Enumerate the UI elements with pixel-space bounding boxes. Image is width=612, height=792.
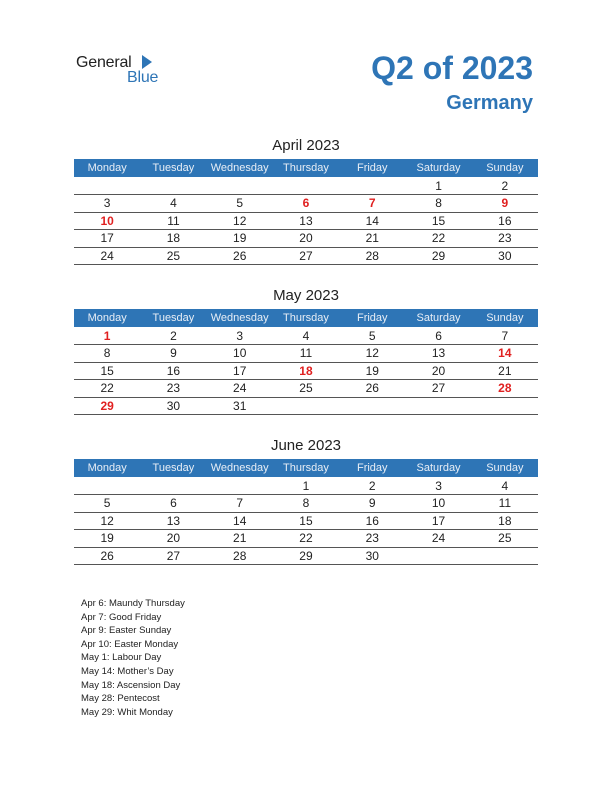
weekday-header: Saturday xyxy=(405,459,471,477)
empty-day-cell xyxy=(74,477,140,495)
day-cell: 20 xyxy=(273,230,339,248)
day-cell: 30 xyxy=(140,397,206,415)
day-cell: 27 xyxy=(405,380,471,398)
day-cell: 15 xyxy=(405,212,471,230)
empty-day-cell xyxy=(405,397,471,415)
day-cell: 10 xyxy=(207,345,273,363)
empty-day-cell xyxy=(207,477,273,495)
calendar-grid xyxy=(74,459,538,565)
day-cell: 8 xyxy=(273,495,339,513)
day-cell: 20 xyxy=(140,530,206,548)
weekday-header-row xyxy=(74,459,538,477)
day-cell: 16 xyxy=(339,512,405,530)
month-title: May 2023 xyxy=(273,287,339,304)
week-row xyxy=(74,477,538,495)
day-cell: 20 xyxy=(405,362,471,380)
empty-day-cell xyxy=(273,397,339,415)
day-cell: 12 xyxy=(74,512,140,530)
brand-logo xyxy=(76,54,176,88)
week-row xyxy=(74,495,538,513)
day-cell: 18 xyxy=(140,230,206,248)
day-cell: 25 xyxy=(273,380,339,398)
weekday-header-row xyxy=(74,159,538,177)
holiday-note: Apr 6: Maundy Thursday xyxy=(81,598,185,609)
day-cell: 9 xyxy=(472,195,538,213)
weekday-header: Sunday xyxy=(472,159,538,177)
holiday-note: Apr 9: Easter Sunday xyxy=(81,625,172,637)
day-cell: 27 xyxy=(273,247,339,265)
calendar-grid xyxy=(74,309,538,415)
day-cell: 8 xyxy=(405,195,471,213)
day-cell: 12 xyxy=(207,212,273,230)
day-cell: 14 xyxy=(207,512,273,530)
day-cell: 2 xyxy=(472,177,538,195)
day-cell: 9 xyxy=(140,345,206,363)
empty-day-cell xyxy=(140,477,206,495)
day-cell: 18 xyxy=(472,512,538,530)
day-cell: 5 xyxy=(207,195,273,213)
empty-day-cell xyxy=(472,397,538,415)
week-row xyxy=(74,547,538,565)
weekday-header: Friday xyxy=(339,459,405,477)
day-cell: 19 xyxy=(74,530,140,548)
week-row xyxy=(74,247,538,265)
day-cell: 15 xyxy=(74,362,140,380)
day-cell: 1 xyxy=(405,177,471,195)
empty-day-cell xyxy=(74,177,140,195)
day-cell: 24 xyxy=(74,247,140,265)
day-cell: 19 xyxy=(339,362,405,380)
weekday-header: Friday xyxy=(339,309,405,327)
weekday-header: Saturday xyxy=(405,309,471,327)
day-cell: 26 xyxy=(207,247,273,265)
weekday-header: Saturday xyxy=(405,159,471,177)
week-row xyxy=(74,212,538,230)
weekday-header: Friday xyxy=(339,159,405,177)
week-row xyxy=(74,230,538,248)
day-cell: 3 xyxy=(207,327,273,345)
day-cell: 25 xyxy=(140,247,206,265)
weekday-header: Sunday xyxy=(472,459,538,477)
day-cell: 19 xyxy=(207,230,273,248)
day-cell: 7 xyxy=(207,495,273,513)
logo-flag-icon xyxy=(142,55,152,69)
day-cell: 10 xyxy=(74,212,140,230)
day-cell: 21 xyxy=(207,530,273,548)
day-cell: 28 xyxy=(472,380,538,398)
week-row xyxy=(74,177,538,195)
weekday-header: Monday xyxy=(74,309,140,327)
week-row xyxy=(74,195,538,213)
day-cell: 2 xyxy=(140,327,206,345)
day-cell: 3 xyxy=(405,477,471,495)
day-cell: 29 xyxy=(405,247,471,265)
week-row xyxy=(74,397,538,415)
holiday-note: Apr 10: Easter Monday xyxy=(81,638,179,650)
page-title: Q2 of 2023 xyxy=(371,50,533,86)
empty-day-cell xyxy=(405,547,471,565)
empty-day-cell xyxy=(339,177,405,195)
month-title: June 2023 xyxy=(270,437,342,454)
day-cell: 25 xyxy=(472,530,538,548)
day-cell: 31 xyxy=(207,397,273,415)
day-cell: 2 xyxy=(339,477,405,495)
weekday-header: Thursday xyxy=(273,159,339,177)
day-cell: 21 xyxy=(339,230,405,248)
day-cell: 18 xyxy=(273,362,339,380)
day-cell: 24 xyxy=(207,380,273,398)
day-cell: 4 xyxy=(273,327,339,345)
day-cell: 10 xyxy=(405,495,471,513)
holiday-note: May 18: Ascension Day xyxy=(81,679,181,691)
day-cell: 21 xyxy=(472,362,538,380)
week-row xyxy=(74,362,538,380)
month-april xyxy=(74,137,538,265)
day-cell: 13 xyxy=(273,212,339,230)
day-cell: 11 xyxy=(472,495,538,513)
day-cell: 24 xyxy=(405,530,471,548)
day-cell: 17 xyxy=(74,230,140,248)
day-cell: 28 xyxy=(339,247,405,265)
day-cell: 14 xyxy=(472,345,538,363)
empty-day-cell xyxy=(140,177,206,195)
day-cell: 29 xyxy=(74,397,140,415)
day-cell: 5 xyxy=(74,495,140,513)
month-may xyxy=(74,287,538,415)
logo-text-blue: Blue xyxy=(127,69,159,86)
day-cell: 27 xyxy=(140,547,206,565)
holiday-note: May 29: Whit Monday xyxy=(81,706,173,718)
weekday-header: Tuesday xyxy=(140,459,206,477)
weekday-header: Monday xyxy=(74,459,140,477)
calendar-grid xyxy=(74,159,538,265)
day-cell: 23 xyxy=(472,230,538,248)
day-cell: 4 xyxy=(472,477,538,495)
day-cell: 29 xyxy=(273,547,339,565)
holiday-note: May 14: Mother’s Day xyxy=(81,665,174,677)
day-cell: 1 xyxy=(74,327,140,345)
weekday-header: Thursday xyxy=(273,309,339,327)
weekday-header: Tuesday xyxy=(140,159,206,177)
day-cell: 13 xyxy=(405,345,471,363)
day-cell: 7 xyxy=(472,327,538,345)
weekday-header: Sunday xyxy=(472,309,538,327)
day-cell: 14 xyxy=(339,212,405,230)
day-cell: 15 xyxy=(273,512,339,530)
weekday-header: Wednesday xyxy=(207,309,273,327)
week-row xyxy=(74,327,538,345)
holiday-note: May 28: Pentecost xyxy=(81,693,160,705)
holiday-note: Apr 7: Good Friday xyxy=(81,611,162,623)
day-cell: 17 xyxy=(405,512,471,530)
day-cell: 7 xyxy=(339,195,405,213)
day-cell: 23 xyxy=(339,530,405,548)
empty-day-cell xyxy=(207,177,273,195)
day-cell: 22 xyxy=(74,380,140,398)
day-cell: 23 xyxy=(140,380,206,398)
day-cell: 22 xyxy=(405,230,471,248)
day-cell: 16 xyxy=(472,212,538,230)
week-row xyxy=(74,345,538,363)
weekday-header: Monday xyxy=(74,159,140,177)
day-cell: 12 xyxy=(339,345,405,363)
day-cell: 30 xyxy=(339,547,405,565)
day-cell: 1 xyxy=(273,477,339,495)
empty-day-cell xyxy=(339,397,405,415)
week-row xyxy=(74,530,538,548)
weekday-header-row xyxy=(74,309,538,327)
weekday-header: Wednesday xyxy=(207,459,273,477)
day-cell: 5 xyxy=(339,327,405,345)
day-cell: 6 xyxy=(273,195,339,213)
holiday-note: May 1: Labour Day xyxy=(81,652,162,664)
day-cell: 17 xyxy=(207,362,273,380)
weekday-header: Thursday xyxy=(273,459,339,477)
day-cell: 26 xyxy=(339,380,405,398)
holiday-list xyxy=(81,597,185,719)
day-cell: 11 xyxy=(273,345,339,363)
day-cell: 3 xyxy=(74,195,140,213)
day-cell: 9 xyxy=(339,495,405,513)
day-cell: 30 xyxy=(472,247,538,265)
empty-day-cell xyxy=(273,177,339,195)
day-cell: 28 xyxy=(207,547,273,565)
weekday-header: Tuesday xyxy=(140,309,206,327)
empty-day-cell xyxy=(472,547,538,565)
month-title: April 2023 xyxy=(272,137,340,154)
day-cell: 11 xyxy=(140,212,206,230)
country-name: Germany xyxy=(446,92,533,114)
day-cell: 6 xyxy=(140,495,206,513)
day-cell: 4 xyxy=(140,195,206,213)
day-cell: 26 xyxy=(74,547,140,565)
day-cell: 8 xyxy=(74,345,140,363)
logo-text-general: General xyxy=(76,54,132,71)
weekday-header: Wednesday xyxy=(207,159,273,177)
day-cell: 13 xyxy=(140,512,206,530)
month-june xyxy=(74,437,538,565)
week-row xyxy=(74,512,538,530)
day-cell: 16 xyxy=(140,362,206,380)
day-cell: 6 xyxy=(405,327,471,345)
day-cell: 22 xyxy=(273,530,339,548)
week-row xyxy=(74,380,538,398)
